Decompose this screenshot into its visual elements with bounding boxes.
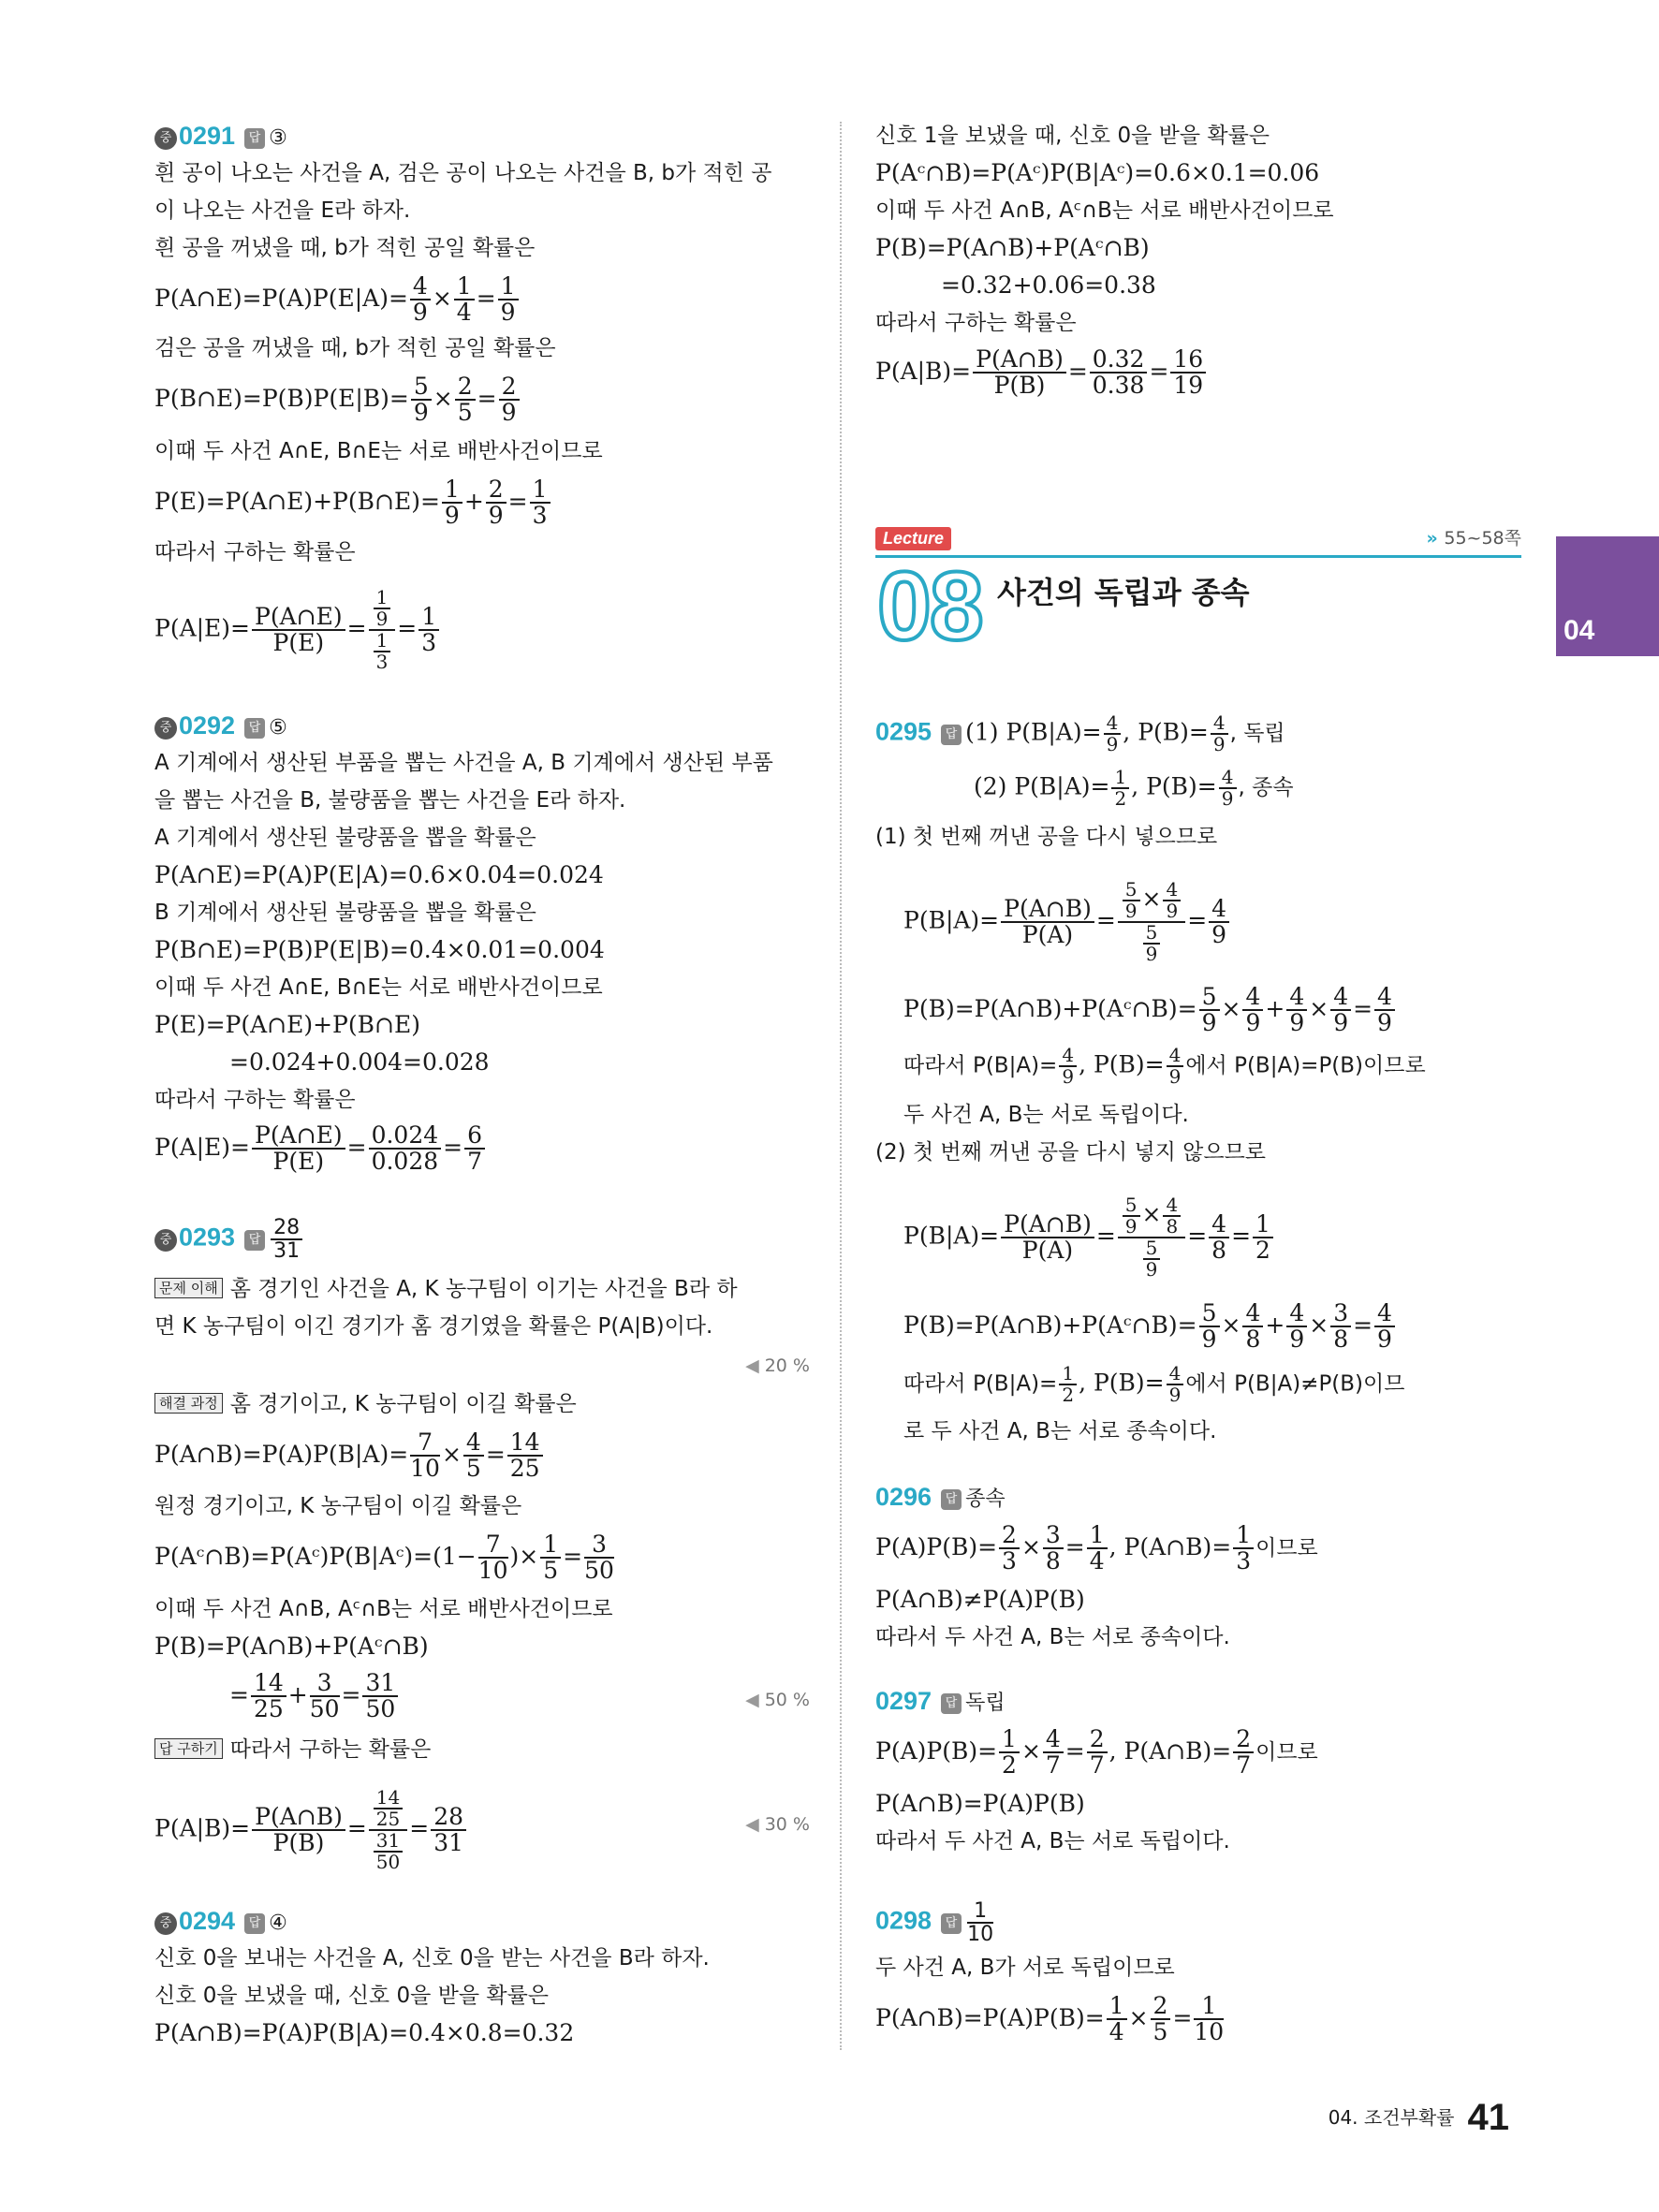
answer: 독립 — [965, 1692, 1006, 1715]
column-divider — [840, 122, 842, 2050]
equation: P(B)=P(A∩B)+P(Aᶜ∩B)= $\frac{5}{9}$ × $\frac{4}{8}$ + $\frac{4}{9}$ × $\frac{3}{8}$ = $\frac{4}{9}$ — [903, 1301, 1397, 1353]
score-percent: ◀ 20 % — [745, 1355, 810, 1376]
step-tag: 해결 과정 — [154, 1393, 223, 1414]
equation: P(A|B)= $\frac{P(A\cap B)}{P(B)}$ = $\frac{0.32}{0.38}$ = $\frac{16}{19}$ — [875, 347, 1208, 399]
problem-header: 0296 답 종속 — [875, 1483, 1006, 1511]
lecture-page-ref: » 55~58쪽 — [1426, 524, 1521, 549]
answer: ③ — [269, 126, 287, 150]
equation: P(A∩E)=P(A)P(E|A)= $\frac{4}{9}$ × $\frac{1}{4}$ = $\frac{1}{9}$ — [154, 274, 521, 326]
answer: $\frac{28}{31}$ — [271, 1217, 302, 1262]
problem-header: 중 0294 답 ④ — [154, 1905, 287, 1940]
problem-header: 중 0291 답 ③ — [154, 120, 287, 154]
problem-header: 중 0292 답 ⑤ — [154, 710, 287, 744]
equation: P(B|A)= $\frac{P(A\cap B)}{P(A)}$ = $\frac{5}{9}$ × $\frac{4}{8}$ $\frac{5}{9}$ = $\frac{4}{8}$ = $\frac{1}{2}$ — [903, 1195, 1275, 1280]
equation: P(A∩B)=P(A)P(B|A)= $\frac{7}{10}$ × $\frac{4}{5}$ = $\frac{14}{25}$ — [154, 1430, 545, 1482]
problem-number: 0298 — [875, 1906, 932, 1935]
lecture-badge: Lecture — [875, 527, 951, 550]
problem-number: 0293 — [179, 1223, 236, 1252]
footer-chapter: 04. 조건부확률 — [1328, 2106, 1455, 2129]
step-tag: 문제 이해 — [154, 1278, 223, 1298]
page-footer — [1329, 2097, 1509, 2139]
problem-number: 0295 — [875, 717, 932, 746]
answer: ④ — [269, 1912, 287, 1935]
problem-number: 0297 — [875, 1687, 932, 1715]
answer: $\frac{1}{10}$ — [967, 1899, 994, 1947]
lecture-title: 사건의 독립과 종속 — [997, 575, 1250, 610]
equation: P(E)=P(A∩E)+P(B∩E)= $\frac{1}{9}$ + $\frac{2}{9}$ = $\frac{1}{3}$ — [154, 477, 552, 529]
score-percent: ◀ 50 % — [745, 1690, 810, 1710]
equation: P(B|A)= $\frac{P(A\cap B)}{P(A)}$ = $\frac{5}{9}$ × $\frac{4}{9}$ $\frac{5}{9}$ = $\frac{4}{9}$ — [903, 880, 1231, 964]
chapter-side-tab: 04 — [1556, 536, 1659, 656]
page-number: 41 — [1467, 2097, 1509, 2138]
equation: P(B)=P(A∩B)+P(Aᶜ∩B)= $\frac{5}{9}$ × $\frac{4}{9}$ + $\frac{4}{9}$ × $\frac{4}{9}$ = $\frac{4}{9}$ — [903, 985, 1397, 1036]
problem-header: 중 0293 답 $\frac{28}{31}$ — [154, 1217, 304, 1262]
problem-header: 0297 답 독립 — [875, 1687, 1006, 1715]
equation: P(A|E)= $\frac{P(A\cap E)}{P(E)}$ = $\frac{0.024}{0.028}$ = $\frac{6}{7}$ — [154, 1123, 487, 1175]
equation: P(A∩B)=P(A)P(B)= $\frac{1}{4}$ × $\frac{2}{5}$ = $\frac{1}{10}$ — [875, 1992, 1225, 2046]
problem-number: 0292 — [179, 711, 236, 740]
problem-number: 0296 — [875, 1483, 932, 1511]
problem-header: 0298 답 $\frac{1}{10}$ — [875, 1899, 994, 1947]
equation: P(A)P(B)= $\frac{1}{2}$ × $\frac{4}{7}$ = $\frac{2}{7}$ , P(A∩B)= $\frac{2}{7}$ 이므로 — [875, 1725, 1318, 1780]
equation: P(A)P(B)= $\frac{2}{3}$ × $\frac{3}{8}$ = $\frac{1}{4}$ , P(A∩B)= $\frac{1}{3}$ 이므로 — [875, 1521, 1318, 1575]
step-tag: 답 구하기 — [154, 1738, 223, 1759]
problem-number: 0291 — [179, 122, 236, 150]
equation: = $\frac{14}{25}$ + $\frac{3}{50}$ = $\frac{31}{50}$ — [229, 1671, 400, 1722]
answer: ⑤ — [269, 716, 287, 740]
problem-header: 0295 답 (1) P(B|A)= $\frac{4}{9}$ , P(B)= $\frac{4}{9}$ , 독립 — [875, 711, 1285, 755]
answer: 종속 — [965, 1487, 1006, 1511]
score-percent: ◀ 30 % — [745, 1814, 810, 1835]
equation: P(Aᶜ∩B)=P(Aᶜ)P(B|Aᶜ)=(1− $\frac{7}{10}$ )× $\frac{1}{5}$ = $\frac{3}{50}$ — [154, 1531, 614, 1585]
equation: P(A|B)= $\frac{P(A\cap B)}{P(B)}$ = $\frac{\frac{14}{25}}{\frac{31}{50}}$ = $\frac{28}{31}$ — [154, 1788, 468, 1872]
problem-number: 0294 — [179, 1907, 236, 1935]
lecture-number: 08 — [877, 552, 982, 661]
equation: P(A|E)= $\frac{P(A\cap E)}{P(E)}$ = $\frac{\frac{1}{9}}{\frac{1}{3}}$ = $\frac{1}{3}$ — [154, 588, 441, 672]
equation: P(B∩E)=P(B)P(E|B)= $\frac{5}{9}$ × $\frac{2}{5}$ = $\frac{2}{9}$ — [154, 374, 521, 426]
